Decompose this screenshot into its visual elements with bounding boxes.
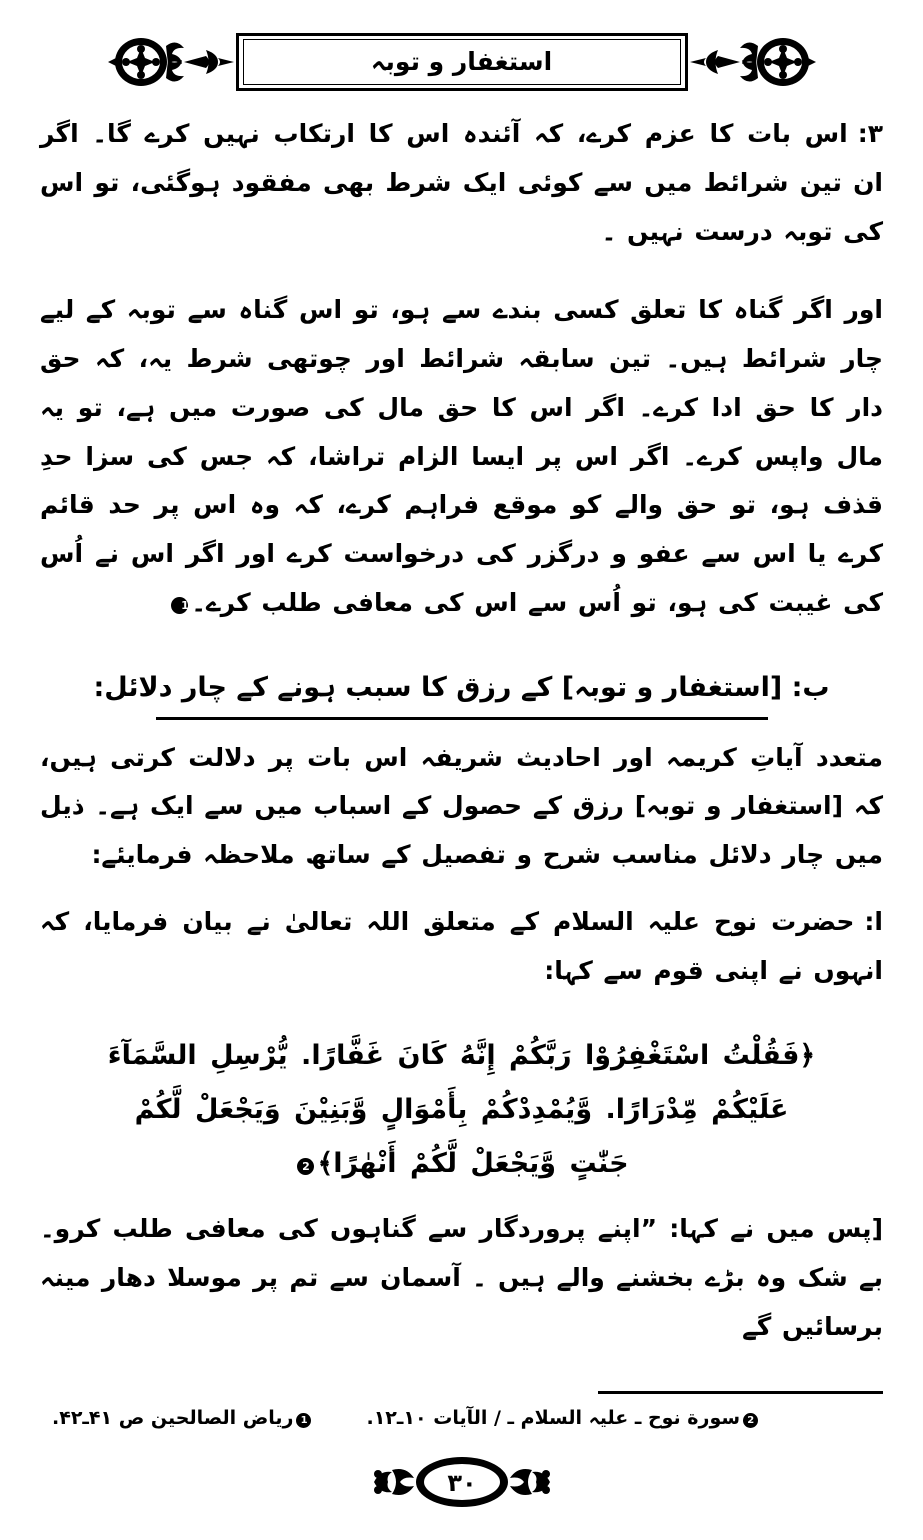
header-title-box [236, 33, 688, 91]
paragraph-text: اس بات کا عزم کرے، کہ آئندہ اس کا ارتکاب نہیں کرے گا۔ اگر ان تین شرائط میں سے کوئی ایک شرط بھی مفقود ہوگئی، تو اس کی توبہ درست نہیں ۔ [40, 119, 883, 246]
verse-line [100, 1029, 823, 1083]
arabesque-finial-icon [104, 24, 236, 100]
paragraph-text: [پس میں نے کہا: ”اپنے پروردگار سے گناہوں کی معافی طلب کرو۔ بے شک وہ بڑے بخشنے والے ہیں ۔ آسمان سے تم پر موسلا دھار مینہ برسائیں گے [40, 1214, 883, 1341]
spacer [40, 1191, 883, 1205]
page-number-cartouche-icon [362, 1452, 562, 1512]
verse-line-text: فَقُلْتُ اسْتَغْفِرُوْا رَبَّكُمْ إِنَّهُ كَانَ غَفَّارًا. يُّرْسِلِ السَّمَآءَ [107, 1040, 800, 1072]
page-number-block [0, 1452, 923, 1512]
list-marker: ا: [864, 906, 883, 936]
paragraph-evidence-one-nuh [40, 898, 883, 996]
page-header [0, 24, 923, 100]
spacer [40, 999, 883, 1025]
footnote-item [52, 1404, 314, 1433]
footnote-ref-2[interactable]: 2 [297, 1158, 314, 1175]
verse-line-text: عَلَيْكُمْ مِّدْرَارًا. وَّيُمْدِدْكُمْ بِأَمْوَالٍ وَّبَنِيْنَ وَيَجْعَلْ لَّكُمْ [134, 1094, 789, 1126]
verse-close-bracket-icon: ﴾ [317, 1148, 334, 1180]
paragraph-verse-translation [40, 1205, 883, 1351]
page-title: استغفار و توبہ [370, 46, 553, 76]
verse-line [100, 1083, 823, 1137]
footnote-text: ریاض الصالحین ص ۴۱ـ۴۲. [52, 1406, 294, 1429]
paragraph-text: اور اگر گناہ کا تعلق کسی بندے سے ہو، تو اس گناہ سے توبہ کے لیے چار شرائط ہیں۔ تین سابقہ شرائط اور چوتھی شرط یہ، کہ حق دار کا حق ادا کرے۔ اگر اس کا حق مال کی صورت میں ہے، تو یہ مال واپس کرے۔ اگر اس پر ایسا الزام تراشا، کہ جس کی سزا حدِ قذف ہو، تو حق والے کو موقع فراہم کرے، کہ وہ اس پر حد قائم کرے یا اس سے عفو و درگزر کی درخواست کرے اور اگر اس نے اُس کی غیبت کی ہو، تو اُس سے اس کی معافی طلب کرے۔ [40, 295, 883, 617]
footnote-list [40, 1404, 883, 1433]
paragraph-evidence-intro [40, 734, 883, 880]
verse-line-text: جَنّٰتٍ وَّيَجْعَلْ لَّكُمْ أَنْهٰرًا [333, 1148, 629, 1180]
arabesque-finial-icon [688, 24, 820, 100]
paragraph-rights-of-people [40, 286, 883, 627]
spacer [40, 884, 883, 898]
list-marker: ۳: [857, 119, 883, 148]
section-heading [40, 666, 883, 715]
footnote-marker-2[interactable]: 2 [743, 1413, 758, 1428]
paragraph-text: متعدد آیاتِ کریمہ اور احادیث شریفہ اس بات پر دلالت کرتی ہیں، کہ [استغفار و توبہ] رزق کے حصول کے اسباب میں سے ایک ہے۔ ذیل میں چار دلائل مناسب شرح و تفصیل کے ساتھ ملاحظہ فرمایئے: [40, 742, 883, 870]
footnote-separator [598, 1391, 883, 1394]
page-number-text: ۳۰ [446, 1469, 477, 1497]
paragraph-text: حضرت نوح علیہ السلام کے متعلق اللہ تعالیٰ نے بیان فرمایا، کہ انہوں نے اپنی قوم سے کہا: [40, 906, 883, 985]
verse-line [100, 1137, 823, 1191]
verse-open-bracket-icon: ﴿ [799, 1040, 816, 1072]
spacer [40, 720, 883, 734]
quran-verse-block [40, 1025, 883, 1191]
footnote-area [40, 1391, 883, 1433]
paragraph-condition-three [40, 110, 883, 256]
footnote-text: سورة نوح ـ علیہ السلام ـ / الآیات ۱۰ـ۱۲. [366, 1406, 741, 1429]
footnote-item [366, 1404, 761, 1433]
spacer [40, 632, 883, 666]
section-heading-text: ب: [استغفار و توبہ] کے رزق کا سبب ہونے کے چار دلائل: [93, 671, 830, 703]
footnote-ref-1[interactable]: 1 [171, 597, 188, 614]
spacer [40, 260, 883, 286]
footnote-marker-1[interactable]: 1 [296, 1413, 311, 1428]
page-content [40, 110, 883, 1356]
